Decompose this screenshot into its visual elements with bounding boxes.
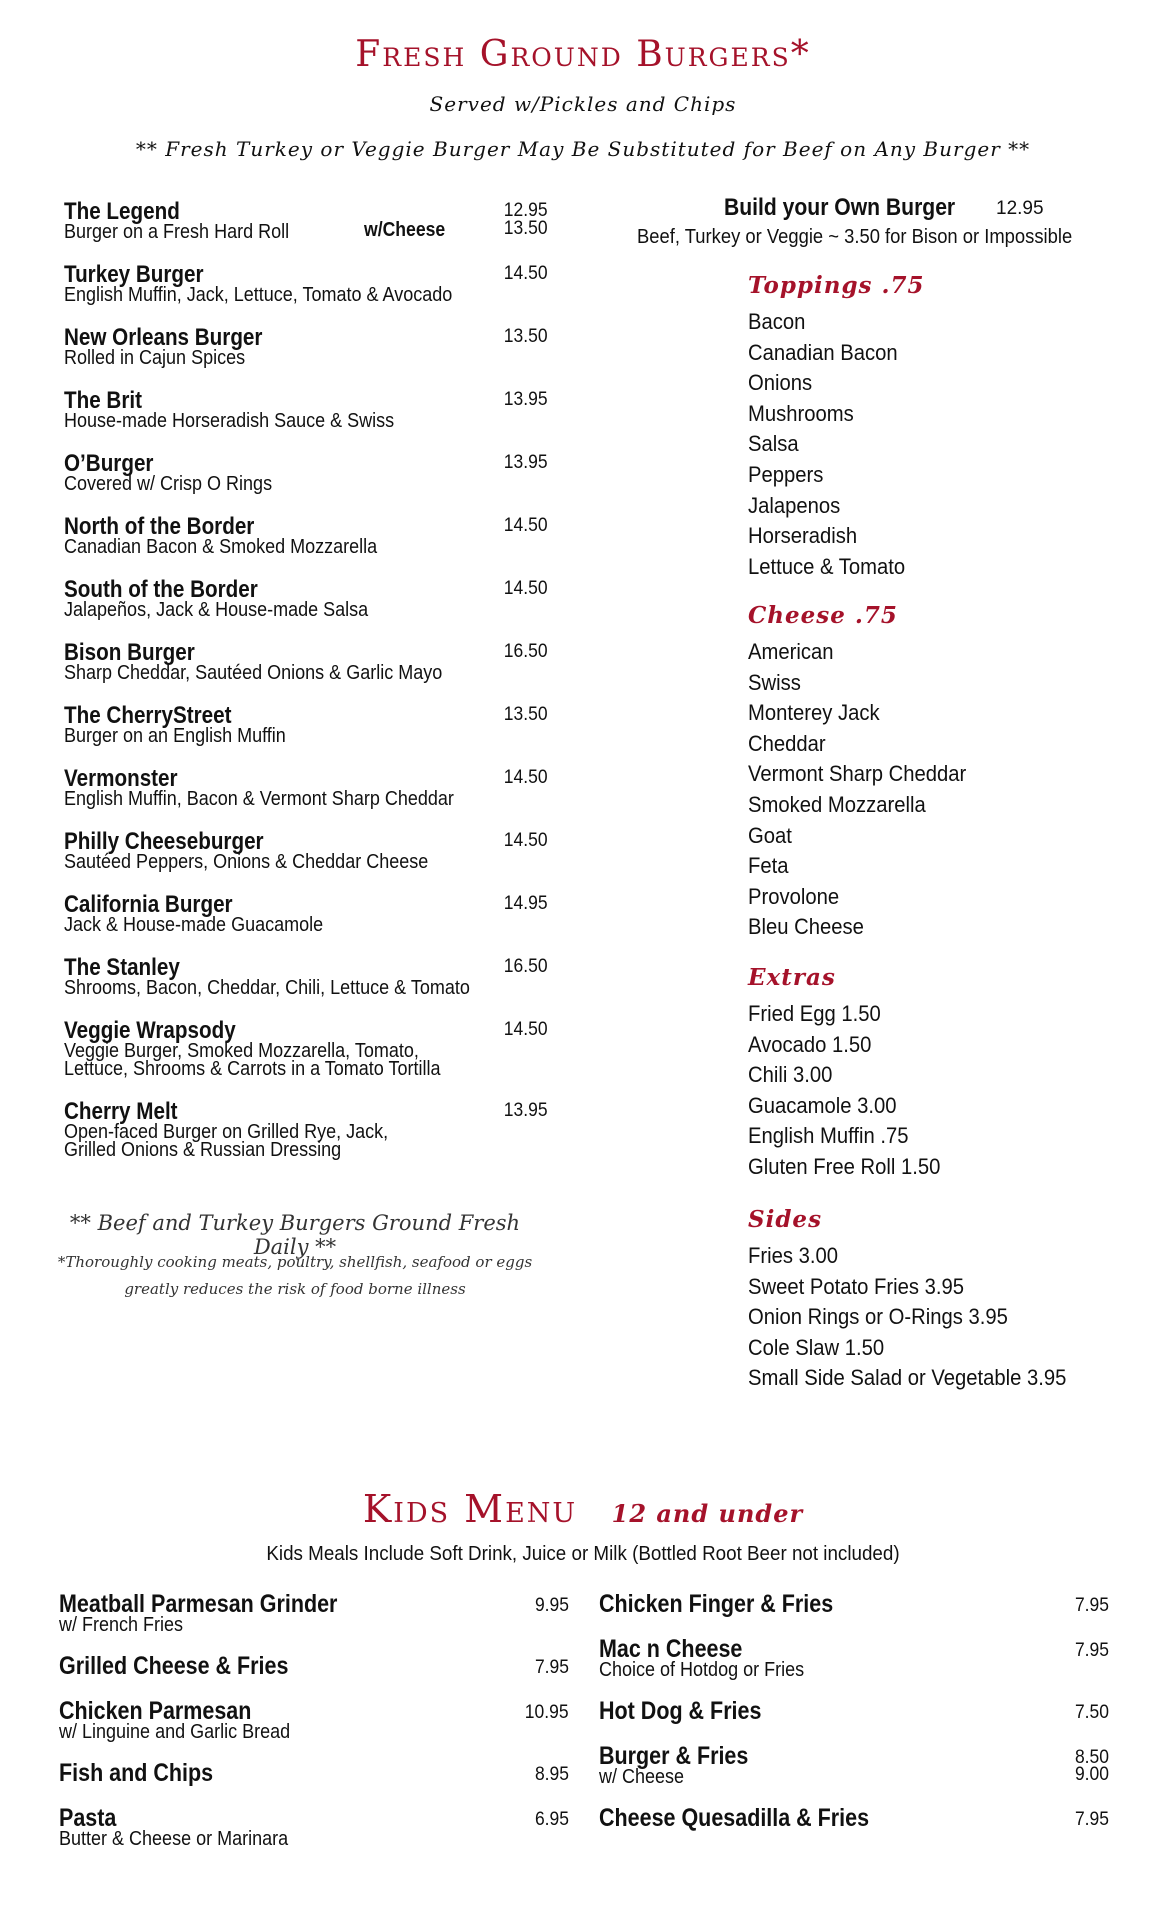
burger-price: 14.50 bbox=[504, 830, 548, 851]
list-item: Sweet Potato Fries 3.95 bbox=[748, 1273, 965, 1299]
burger-description: Burger on an English Muffin bbox=[64, 725, 286, 747]
cheese-list bbox=[748, 637, 985, 943]
list-item: Onions bbox=[748, 370, 813, 396]
kids-item-name: Grilled Cheese & Fries bbox=[59, 1652, 289, 1680]
kids-item-name: Chicken Parmesan bbox=[59, 1697, 252, 1725]
burger-item bbox=[64, 954, 548, 999]
list-item: Fried Egg 1.50 bbox=[748, 1001, 881, 1026]
kids-item bbox=[599, 1590, 1109, 1618]
kids-item bbox=[59, 1804, 569, 1850]
kids-menu-header bbox=[0, 1487, 1166, 1531]
kids-item bbox=[599, 1742, 1109, 1788]
cheese-option-label: w/Cheese bbox=[364, 219, 446, 241]
kids-item-description: Butter & Cheese or Marinara bbox=[59, 1828, 289, 1850]
sides-list bbox=[748, 1241, 1094, 1394]
kids-menu-age: 12 and under bbox=[611, 1499, 804, 1528]
burger-item bbox=[64, 891, 548, 936]
list-item: Jalapenos bbox=[748, 492, 841, 518]
burger-description: Covered w/ Crisp O Rings bbox=[64, 473, 273, 495]
list-item: Cheddar bbox=[748, 730, 826, 756]
burger-description: Veggie Burger, Smoked Mozzarella, Tomato, bbox=[64, 1040, 419, 1062]
burger-price: 16.50 bbox=[504, 956, 548, 977]
kids-item-name: Fish and Chips bbox=[59, 1759, 214, 1787]
kids-item-description: w/ Linguine and Garlic Bread bbox=[59, 1721, 291, 1743]
burger-item bbox=[64, 576, 548, 621]
burger-item bbox=[64, 702, 548, 747]
list-item: Cole Slaw 1.50 bbox=[748, 1334, 885, 1360]
burger-item bbox=[64, 198, 548, 243]
extras-list bbox=[748, 999, 957, 1183]
burger-price: 14.95 bbox=[504, 893, 548, 914]
build-your-own-title: Build your Own Burger bbox=[724, 194, 956, 221]
toppings-heading: Toppings .75 bbox=[748, 272, 925, 299]
burger-name: The Legend bbox=[64, 198, 180, 225]
burger-description: English Muffin, Bacon & Vermont Sharp Cheddar bbox=[64, 788, 454, 810]
burger-description: English Muffin, Jack, Lettuce, Tomato & Avocado bbox=[64, 284, 453, 306]
list-item: Goat bbox=[748, 822, 792, 848]
burger-name: The Brit bbox=[64, 387, 142, 414]
burger-price: 13.50 bbox=[504, 704, 548, 725]
burger-description: House-made Horseradish Sauce & Swiss bbox=[64, 410, 395, 432]
burger-name: O’Burger bbox=[64, 450, 154, 477]
kids-item bbox=[599, 1635, 1109, 1681]
list-item: Avocado 1.50 bbox=[748, 1031, 872, 1057]
burger-item bbox=[64, 450, 548, 495]
burger-description: Open-faced Burger on Grilled Rye, Jack, bbox=[64, 1121, 389, 1143]
kids-item bbox=[59, 1590, 569, 1636]
list-item: Onion Rings or O-Rings 3.95 bbox=[748, 1304, 1008, 1330]
burger-description: Jack & House-made Guacamole bbox=[64, 914, 324, 936]
burger-item bbox=[64, 1017, 548, 1080]
burger-item bbox=[64, 513, 548, 558]
burger-price: 16.50 bbox=[504, 641, 548, 662]
burger-description: Sharp Cheddar, Sautéed Onions & Garlic Mayo bbox=[64, 662, 443, 684]
burger-name: South of the Border bbox=[64, 576, 258, 603]
list-item: Gluten Free Roll 1.50 bbox=[748, 1153, 941, 1179]
burger-description: Rolled in Cajun Spices bbox=[64, 347, 246, 369]
toppings-list bbox=[748, 307, 919, 582]
kids-item-price: 7.95 bbox=[1074, 1809, 1109, 1830]
burger-price: 13.50 bbox=[504, 326, 548, 347]
page-subtitle: Served w/Pickles and Chips bbox=[429, 92, 737, 116]
burger-name: Turkey Burger bbox=[64, 261, 204, 288]
list-item: Lettuce & Tomato bbox=[748, 553, 906, 579]
list-item: Monterey Jack bbox=[748, 700, 880, 726]
burger-price: 13.95 bbox=[504, 1100, 548, 1121]
burger-name: Vermonster bbox=[64, 765, 178, 792]
list-item: Swiss bbox=[748, 669, 801, 695]
kids-item-name: Mac n Cheese bbox=[599, 1635, 743, 1663]
burger-name: Veggie Wrapsody bbox=[64, 1017, 236, 1044]
kids-item-name: Chicken Finger & Fries bbox=[599, 1590, 834, 1618]
list-item: Feta bbox=[748, 853, 789, 879]
list-item: Chili 3.00 bbox=[748, 1062, 833, 1088]
burger-name: Cherry Melt bbox=[64, 1098, 178, 1125]
list-item: Smoked Mozzarella bbox=[748, 791, 926, 817]
kids-item-price-with-cheese: 9.00 bbox=[1074, 1764, 1109, 1785]
burger-description: Burger on a Fresh Hard Roll bbox=[64, 221, 290, 243]
kids-item-name: Burger & Fries bbox=[599, 1742, 749, 1770]
kids-item-price: 8.50 bbox=[1074, 1747, 1109, 1768]
sides-heading: Sides bbox=[748, 1206, 823, 1233]
burger-name: California Burger bbox=[64, 891, 233, 918]
burger-name: New Orleans Burger bbox=[64, 324, 263, 351]
kids-item-description: Choice of Hotdog or Fries bbox=[599, 1659, 805, 1681]
kids-item-name: Pasta bbox=[59, 1804, 117, 1832]
build-your-own-subtitle: Beef, Turkey or Veggie ~ 3.50 for Bison or Impossible bbox=[637, 226, 1073, 248]
cheese-heading: Cheese .75 bbox=[748, 602, 898, 629]
burger-name: Philly Cheeseburger bbox=[64, 828, 264, 855]
list-item: Vermont Sharp Cheddar bbox=[748, 761, 967, 787]
kids-item-price: 7.95 bbox=[534, 1657, 569, 1678]
cheese-option-price: 13.50 bbox=[504, 218, 548, 239]
kids-meals-note: Kids Meals Include Soft Drink, Juice or Milk (Bottled Root Beer not included) bbox=[266, 1543, 900, 1565]
burger-name: North of the Border bbox=[64, 513, 255, 540]
list-item: Salsa bbox=[748, 431, 799, 457]
list-item: Peppers bbox=[748, 461, 824, 487]
kids-item bbox=[59, 1759, 569, 1787]
list-item: Mushrooms bbox=[748, 400, 854, 426]
kids-item-price: 7.95 bbox=[1074, 1640, 1109, 1661]
burger-price: 14.50 bbox=[504, 767, 548, 788]
burger-item bbox=[64, 765, 548, 810]
burger-description-line2: Lettuce, Shrooms & Carrots in a Tomato Tortilla bbox=[64, 1058, 441, 1080]
burger-price: 12.95 bbox=[504, 200, 548, 221]
list-item: English Muffin .75 bbox=[748, 1123, 909, 1149]
burger-price: 14.50 bbox=[504, 578, 548, 599]
page-title: Fresh Ground Burgers* bbox=[355, 34, 811, 75]
burger-item bbox=[64, 387, 548, 432]
list-item: Bleu Cheese bbox=[748, 914, 864, 940]
build-your-own-price: 12.95 bbox=[996, 198, 1044, 219]
kids-item-price: 9.95 bbox=[534, 1595, 569, 1616]
burger-item bbox=[64, 1098, 548, 1161]
burger-description: Jalapeños, Jack & House-made Salsa bbox=[64, 599, 369, 621]
extras-heading: Extras bbox=[748, 964, 836, 991]
kids-item-description: w/ French Fries bbox=[59, 1614, 184, 1636]
kids-item-name: Cheese Quesadilla & Fries bbox=[599, 1804, 870, 1832]
substitution-note: ** Fresh Turkey or Veggie Burger May Be Substituted for Beef on Any Burger ** bbox=[135, 137, 1031, 161]
burger-item bbox=[64, 261, 548, 306]
list-item: Canadian Bacon bbox=[748, 339, 898, 365]
food-safety-warning-line2: greatly reduces the risk of food borne illness bbox=[124, 1280, 466, 1298]
list-item: American bbox=[748, 639, 834, 664]
burger-price: 13.95 bbox=[504, 452, 548, 473]
kids-item bbox=[599, 1697, 1109, 1725]
burger-price: 14.50 bbox=[504, 515, 548, 536]
kids-item-name: Meatball Parmesan Grinder bbox=[59, 1590, 338, 1618]
burger-description: Sautéed Peppers, Onions & Cheddar Cheese bbox=[64, 851, 429, 873]
list-item: Horseradish bbox=[748, 523, 858, 549]
fresh-daily-note: ** Beef and Turkey Burgers Ground Fresh Daily ** bbox=[69, 1211, 521, 1259]
burger-description: Canadian Bacon & Smoked Mozzarella bbox=[64, 536, 378, 558]
kids-item-description: w/ Cheese bbox=[599, 1766, 685, 1788]
kids-item bbox=[59, 1697, 569, 1743]
burger-item bbox=[64, 639, 548, 684]
burger-price: 14.50 bbox=[504, 1019, 548, 1040]
kids-menu-title: Kids Menu bbox=[362, 1487, 578, 1531]
kids-item-name: Hot Dog & Fries bbox=[599, 1697, 762, 1725]
burger-name: Bison Burger bbox=[64, 639, 195, 666]
list-item: Provolone bbox=[748, 883, 840, 909]
burger-item bbox=[64, 828, 548, 873]
kids-item-price: 7.95 bbox=[1074, 1595, 1109, 1616]
list-item: Bacon bbox=[748, 309, 806, 334]
list-item: Fries 3.00 bbox=[748, 1243, 839, 1268]
kids-item-price: 8.95 bbox=[534, 1764, 569, 1785]
burger-price: 14.50 bbox=[504, 263, 548, 284]
burger-item bbox=[64, 324, 548, 369]
list-item: Guacamole 3.00 bbox=[748, 1092, 897, 1118]
burger-name: The Stanley bbox=[64, 954, 180, 981]
burger-description: Shrooms, Bacon, Cheddar, Chili, Lettuce & Tomato bbox=[64, 977, 470, 999]
kids-item-price: 10.95 bbox=[525, 1702, 569, 1723]
burger-price: 13.95 bbox=[504, 389, 548, 410]
kids-item bbox=[59, 1652, 569, 1680]
kids-item bbox=[599, 1804, 1109, 1832]
food-safety-warning-line1: *Thoroughly cooking meats, poultry, shellfish, seafood or eggs bbox=[57, 1253, 533, 1271]
burger-description-line2: Grilled Onions & Russian Dressing bbox=[64, 1139, 342, 1161]
burger-name: The CherryStreet bbox=[64, 702, 232, 729]
list-item: Small Side Salad or Vegetable 3.95 bbox=[748, 1365, 1067, 1391]
kids-item-price: 7.50 bbox=[1074, 1702, 1109, 1723]
kids-item-price: 6.95 bbox=[534, 1809, 569, 1830]
